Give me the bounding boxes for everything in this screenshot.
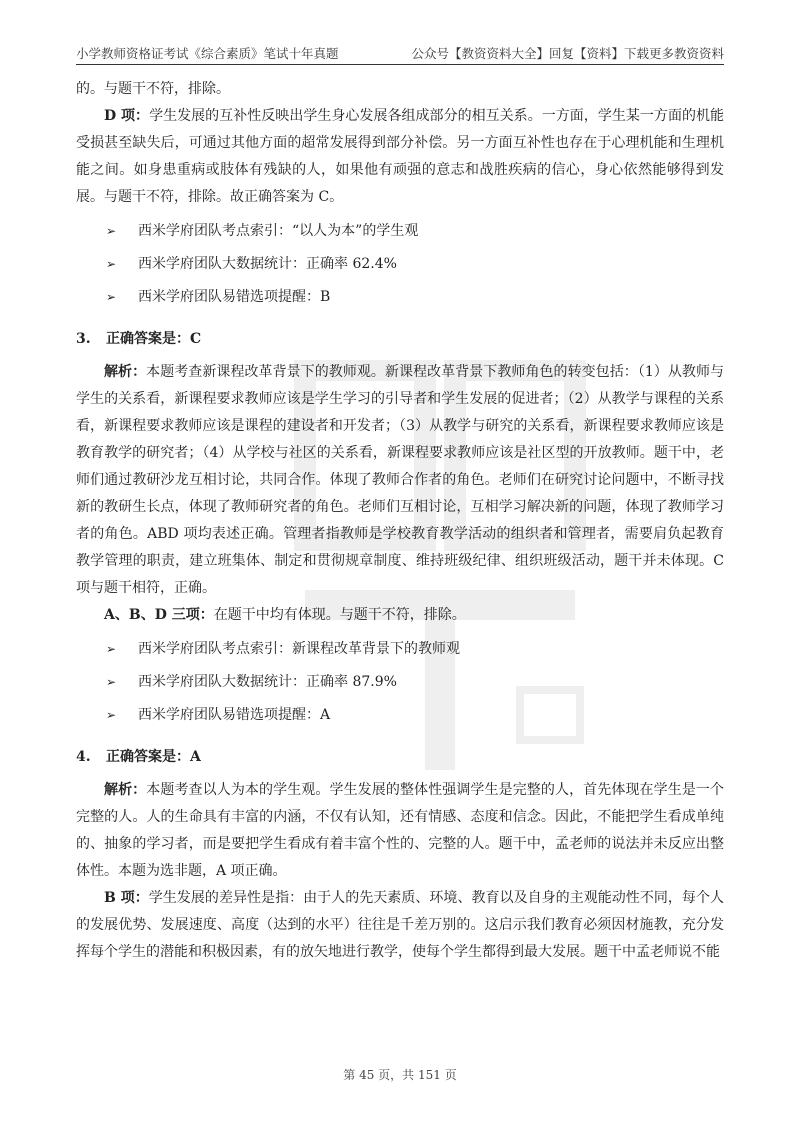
q4-option-b-label: B 项： <box>104 890 149 906</box>
stat-text: 西米学府团队大数据统计：正确率 87.9% <box>138 674 397 690</box>
q4-analysis-label: 解析： <box>104 782 147 798</box>
q3-abd-paragraph <box>76 602 724 629</box>
page-content <box>76 76 724 966</box>
arrowhead-bullet-icon: ➢ <box>106 224 117 238</box>
arrowhead-bullet-icon: ➢ <box>106 290 117 304</box>
stat-text: 西米学府团队考点索引：新课程改革背景下的教师观 <box>138 641 460 657</box>
header-left-title: 小学教师资格证考试《综合素质》笔试十年真题 <box>76 46 339 61</box>
q3-heading <box>76 326 724 353</box>
stat-text: 西米学府团队考点索引：“以人为本”的学生观 <box>138 223 419 239</box>
arrowhead-bullet-icon: ➢ <box>106 642 117 656</box>
option-d-label: D 项： <box>104 108 150 124</box>
list-item <box>106 248 724 281</box>
stat-text: 西米学府团队易错选项提醒：A <box>138 707 331 723</box>
q4-heading <box>76 744 724 771</box>
q4-option-b-paragraph <box>76 885 724 966</box>
arrowhead-bullet-icon: ➢ <box>106 708 117 722</box>
option-d-paragraph <box>76 103 724 211</box>
q3-number: 3. <box>76 331 91 347</box>
q3-abd-label: A、B、D 三项： <box>104 607 214 623</box>
list-item <box>106 281 724 314</box>
page-header <box>76 40 724 65</box>
list-item <box>106 699 724 732</box>
q3-abd-text: 在题干中均有体现。与题干不符，排除。 <box>213 607 466 623</box>
header-right-promo: 公众号【教资资料大全】回复【资料】下载更多教资资料 <box>411 46 724 61</box>
q3-analysis-label: 解析： <box>104 364 147 380</box>
stat-text: 西米学府团队易错选项提醒：B <box>138 289 331 305</box>
option-d-text: 学生发展的互补性反映出学生身心发展各组成部分的相互关系。一方面，学生某一方面的机能受损甚至缺失后，可通过其他方面的超常发展得到部分补偿。另一方面互补性也存在于心理机能和生理机能之间。如身患重病或肢体有残缺的人，如果他有顽强的意志和战胜疾病的信心，身心依然能够得到发展。与题干不符，排除。故正确答案为 C。 <box>76 108 725 205</box>
q4-number: 4. <box>76 749 91 765</box>
q4-analysis-text: 本题考查以人为本的学生观。学生发展的整体性强调学生是完整的人，首先体现在学生是一个完整的人。人的生命具有丰富的内涵，不仅有认知，还有情感、态度和信念。因此，不能把学生看成单纯的、抽象的学习者，而是要把学生看成有着丰富个性的、完整的人。题干中，孟老师的说法并未反应出整体性。本题为选非题，A 项正确。 <box>76 782 724 879</box>
q4-answer: 正确答案是：A <box>106 749 201 765</box>
list-item <box>106 633 724 666</box>
q3-analysis-text: 本题考查新课程改革背景下的教师观。新课程改革背景下教师角色的转变包括：（1）从教师与学生的关系看，新课程要求教师应该是学生学习的引导者和学生发展的促进者；（2）从教学与课程的关系看，新课程要求教师应该是课程的建设者和开发者；（3）从教学与研究的关系看，新课程要求教师应该是教育教学的研究者；（4）从学校与社区的关系看，新课程要求教师应该是社区型的开放教师。题干中，老师们通过教研沙龙互相讨论，共同合作。体现了教师合作者的角色。老师们在研究讨论问题中，不断寻找新的教研生长点，体现了教师研究者的角色。老师们互相讨论，互相学习解决新的问题，体现了教师学习者的角色。ABD 项均表述正确。管理者指教师是学校教育教学活动的组织者和管理者，需要肩负起教育教学管理的职责，建立班集体、制定和贯彻规章制度、维持班级纪律、组织班级活动，题干并未体现。C 项与题干相符，正确。 <box>76 364 725 596</box>
list-item <box>106 666 724 699</box>
q2-stats-list <box>76 215 724 314</box>
q3-analysis-paragraph <box>76 359 724 602</box>
stat-text: 西米学府团队大数据统计：正确率 62.4% <box>138 256 397 272</box>
page-footer: 第 45 页，共 151 页 <box>343 1068 457 1082</box>
q3-answer: 正确答案是：C <box>106 331 202 347</box>
q4-option-b-text: 学生发展的差异性是指：由于人的先天素质、环境、教育以及自身的主观能动性不同，每个人的发展优势、发展速度、高度（达到的水平）往往是千差万别的。这启示我们教育必须因材施教，充分发挥每个学生的潜能和积极因素，有的放矢地进行教学，使每个学生都得到最大发展。题干中孟老师说不能 <box>76 890 724 960</box>
list-item <box>106 215 724 248</box>
q3-stats-list <box>76 633 724 732</box>
paragraph-continued: 的。与题干不符，排除。 <box>76 81 230 97</box>
arrowhead-bullet-icon: ➢ <box>106 675 117 689</box>
arrowhead-bullet-icon: ➢ <box>106 257 117 271</box>
q4-analysis-paragraph <box>76 777 724 885</box>
